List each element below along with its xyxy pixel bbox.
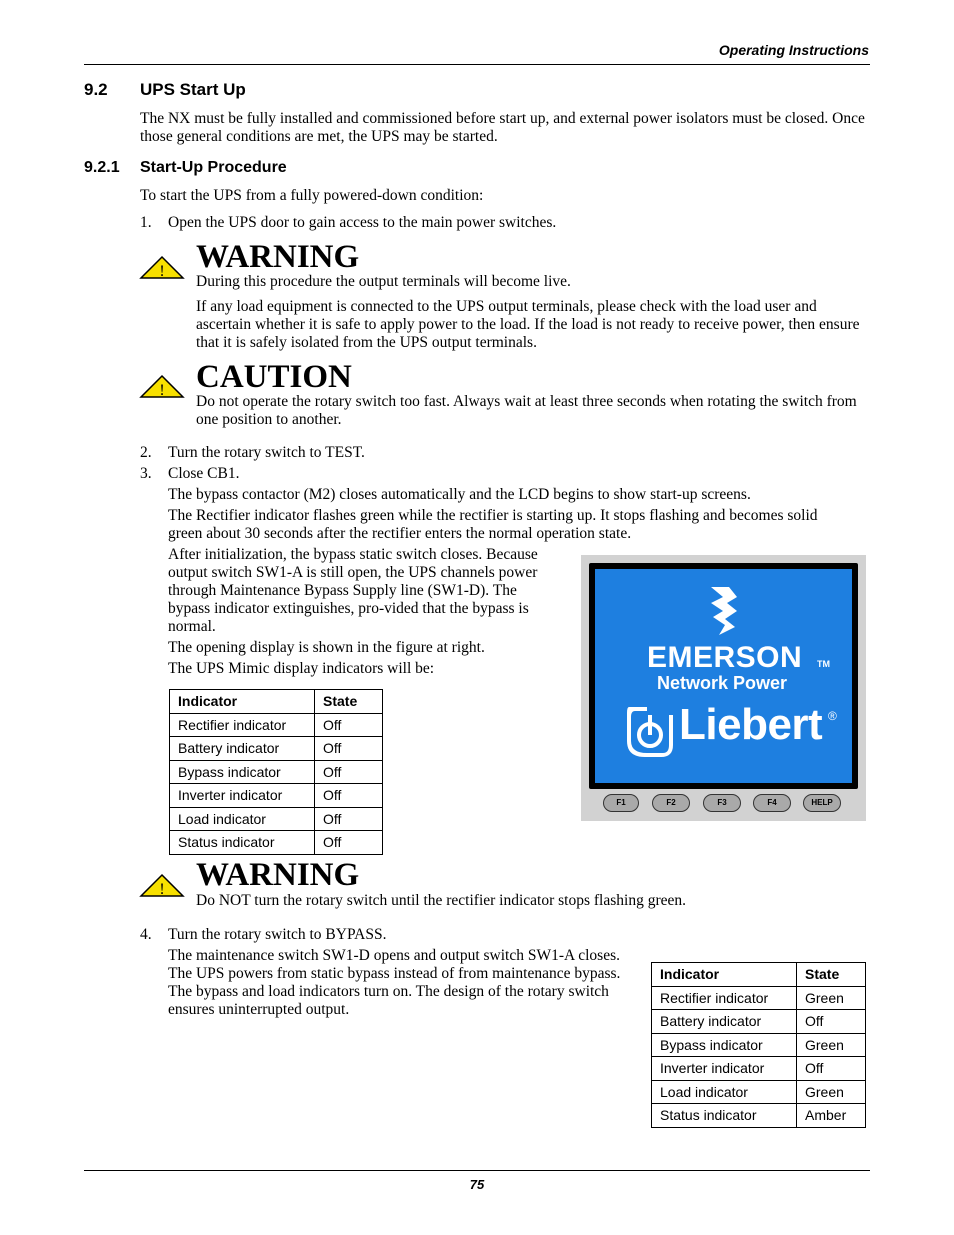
step-3-para-5: The UPS Mimic display indicators will be: xyxy=(168,660,435,677)
lcd-screen xyxy=(595,569,852,783)
subsection-heading xyxy=(84,159,484,181)
intro-paragraph: The NX must be fully installed and commissioned before start up, and external power isolators must be closed. Once those general conditions are met, the UPS may be started. xyxy=(140,110,865,145)
step-3 xyxy=(140,465,840,485)
state-cell: Off xyxy=(797,1010,866,1034)
table-row xyxy=(652,1080,866,1104)
indicator-cell: Status indicator xyxy=(170,831,315,855)
warning-2-title: WARNING xyxy=(196,857,360,893)
warning-1-paragraph: If any load equipment is connected to the UPS output terminals, please check with the load user and ascertain whether it is safe to apply power to the load. If the load is not ready to receive power, then ensure that it is safely isolated from the UPS output terminals. xyxy=(196,298,860,351)
running-header: Operating Instructions xyxy=(718,42,869,58)
state-cell: Green xyxy=(797,986,866,1010)
caution-text: Do not operate the rotary switch too fast. Always wait at least three seconds when rotating the switch from one position to another. xyxy=(196,393,857,428)
brand-registered: ® xyxy=(828,709,837,723)
liebert-logo-icon xyxy=(625,703,675,759)
table-row xyxy=(652,1104,866,1128)
table-row xyxy=(170,831,383,855)
indicator-cell: Load indicator xyxy=(170,807,315,831)
lead-in: To start the UPS from a fully powered-down condition: xyxy=(140,187,484,204)
step-4-number: 4. xyxy=(140,926,152,943)
warning-triangle-icon xyxy=(139,255,185,280)
caution-triangle-icon xyxy=(139,374,185,399)
table-row xyxy=(652,986,866,1010)
section-heading xyxy=(84,80,484,102)
state-cell: Off xyxy=(797,1057,866,1081)
step-3-para-2: The Rectifier indicator flashes green while the rectifier is starting up. It stops flashing and becomes solid green about 30 seconds after the rectifier enters the normal operation state. xyxy=(168,507,818,542)
f3-key[interactable]: F3 xyxy=(703,794,741,812)
brand-emerson: EMERSON xyxy=(647,641,803,674)
state-cell: Off xyxy=(315,807,383,831)
step-4 xyxy=(140,926,840,946)
step-2-text: Turn the rotary switch to TEST. xyxy=(168,444,365,461)
step-3-number: 3. xyxy=(140,465,152,482)
indicator-cell: Battery indicator xyxy=(652,1010,797,1034)
subsection-number: 9.2.1 xyxy=(84,159,120,176)
f4-key[interactable]: F4 xyxy=(753,794,791,812)
step-2-number: 2. xyxy=(140,444,152,461)
indicator-cell: Rectifier indicator xyxy=(170,713,315,737)
lcd-bezel xyxy=(589,563,858,789)
footer-rule xyxy=(84,1170,870,1171)
table-header-indicator: Indicator xyxy=(170,690,315,714)
state-cell: Green xyxy=(797,1033,866,1057)
state-cell: Off xyxy=(315,760,383,784)
step-3-text: Close CB1. xyxy=(168,465,240,482)
table-header-state: State xyxy=(315,690,383,714)
lcd-display-figure xyxy=(581,555,866,821)
brand-liebert: Liebert xyxy=(679,700,823,749)
table-header-row xyxy=(170,690,383,714)
indicator-table-2 xyxy=(651,962,866,1128)
step-2 xyxy=(140,444,840,464)
warning-1-title: WARNING xyxy=(196,239,360,275)
table-header-state: State xyxy=(797,963,866,987)
emerson-mark-shape xyxy=(711,587,737,635)
warning-icon-mark: ! xyxy=(159,263,165,280)
table-row xyxy=(170,784,383,808)
step-1-number: 1. xyxy=(140,214,152,231)
step-3-para-1: The bypass contactor (M2) closes automatically and the LCD begins to show start-up screens. xyxy=(168,486,751,503)
step-4-text: Turn the rotary switch to BYPASS. xyxy=(168,926,387,943)
caution-title: CAUTION xyxy=(196,359,352,395)
liebert-power-bar xyxy=(648,715,652,735)
header-rule xyxy=(84,64,870,65)
indicator-cell: Status indicator xyxy=(652,1104,797,1128)
state-cell: Off xyxy=(315,831,383,855)
subsection-title: Start-Up Procedure xyxy=(140,159,287,176)
brand-network-power: Network Power xyxy=(657,673,788,693)
table-header-row xyxy=(652,963,866,987)
f2-key[interactable]: F2 xyxy=(652,794,690,812)
state-cell: Amber xyxy=(797,1104,866,1128)
brand-trademark: TM xyxy=(817,659,830,669)
indicator-cell: Bypass indicator xyxy=(652,1033,797,1057)
step-1-text: Open the UPS door to gain access to the main power switches. xyxy=(168,214,557,231)
step-4-paragraph: The maintenance switch SW1-D opens and output switch SW1-A closes. The UPS powers from static bypass instead of from maintenance bypass. The bypass and load indicators turn on. The design of the rotary switch ensures uninterrupted output. xyxy=(168,947,621,1018)
state-cell: Green xyxy=(797,1080,866,1104)
indicator-cell: Bypass indicator xyxy=(170,760,315,784)
table-row xyxy=(170,713,383,737)
table-row xyxy=(652,1010,866,1034)
f1-key[interactable]: F1 xyxy=(603,794,639,812)
table-row xyxy=(652,1033,866,1057)
table-row xyxy=(170,760,383,784)
state-cell: Off xyxy=(315,784,383,808)
indicator-cell: Rectifier indicator xyxy=(652,986,797,1010)
section-number: 9.2 xyxy=(84,80,108,99)
warning-icon-mark: ! xyxy=(159,881,165,898)
table-row xyxy=(652,1057,866,1081)
table-header-indicator: Indicator xyxy=(652,963,797,987)
indicator-cell: Inverter indicator xyxy=(652,1057,797,1081)
warning-triangle-icon xyxy=(139,873,185,898)
section-title: UPS Start Up xyxy=(140,80,246,99)
warning-2-text: Do NOT turn the rotary switch until the rectifier indicator stops flashing green. xyxy=(196,892,686,909)
step-1 xyxy=(140,214,840,234)
table-row xyxy=(170,737,383,761)
step-3-para-3: After initialization, the bypass static switch closes. Because output switch SW1-A is still open, the UPS channels power through Maintenance Bypass Supply line (SW1-D). The bypass indicator extinguishes, pro-vided that the bypass is normal. xyxy=(168,546,538,635)
page-number: 75 xyxy=(469,1177,485,1192)
table-row xyxy=(170,807,383,831)
help-key[interactable]: HELP xyxy=(803,794,841,812)
emerson-logo-icon xyxy=(705,583,743,637)
indicator-cell: Load indicator xyxy=(652,1080,797,1104)
warning-1-line: During this procedure the output terminals will become live. xyxy=(196,273,571,290)
caution-icon-mark: ! xyxy=(159,382,165,399)
state-cell: Off xyxy=(315,737,383,761)
indicator-cell: Battery indicator xyxy=(170,737,315,761)
indicator-cell: Inverter indicator xyxy=(170,784,315,808)
state-cell: Off xyxy=(315,713,383,737)
step-3-para-4: The opening display is shown in the figure at right. xyxy=(168,639,485,656)
indicator-table-1 xyxy=(169,689,383,855)
